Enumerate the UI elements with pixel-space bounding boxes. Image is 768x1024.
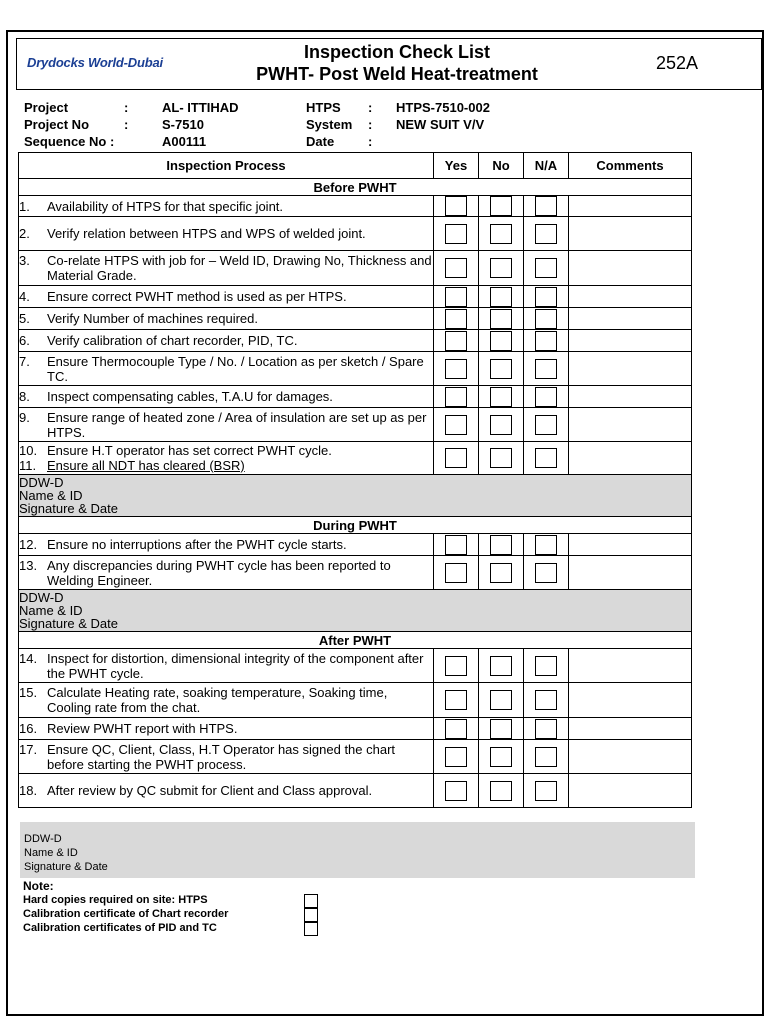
- signature-name-id: Name & ID: [19, 488, 83, 503]
- item-number: 13.: [19, 557, 38, 573]
- system-label: System: [306, 117, 353, 132]
- item-text-cell: [19, 556, 434, 590]
- project-value: AL- ITTIHAD: [162, 100, 239, 115]
- na-checkbox[interactable]: [535, 781, 557, 801]
- item-text-cell: [19, 442, 434, 475]
- item-text-cell: [19, 308, 434, 330]
- na-cell: [524, 251, 569, 286]
- item-number: 2.: [19, 226, 30, 241]
- no-cell: [479, 352, 524, 386]
- na-checkbox[interactable]: [535, 690, 557, 710]
- item-text: Ensure H.T operator has set correct PWHT cycle.: [47, 443, 332, 458]
- yes-checkbox[interactable]: [445, 258, 467, 278]
- item-number: 11.: [19, 458, 37, 473]
- signature-date: Signature & Date: [19, 616, 119, 631]
- signature-name-id: Name & ID: [19, 603, 83, 618]
- item-text: Ensure correct PWHT method is used as per HTPS.: [47, 289, 347, 304]
- na-cell: [524, 386, 569, 408]
- header-inspection-process: Inspection Process: [19, 153, 434, 179]
- no-cell: [479, 386, 524, 408]
- note-item: Calibration certificates of PID and TC: [23, 922, 217, 934]
- na-checkbox[interactable]: [535, 359, 557, 379]
- table-row: [19, 217, 692, 251]
- na-cell: [524, 740, 569, 774]
- table-row: [19, 740, 692, 774]
- system-info-labels: [306, 99, 352, 150]
- na-checkbox[interactable]: [535, 224, 557, 244]
- signature-date: Signature & Date: [24, 861, 108, 873]
- na-checkbox[interactable]: [535, 448, 557, 468]
- na-checkbox[interactable]: [535, 331, 557, 351]
- document-header: [16, 38, 762, 90]
- item-text-cell: [19, 330, 434, 352]
- no-checkbox[interactable]: [490, 224, 512, 244]
- yes-cell: [434, 774, 479, 808]
- table-row: [19, 196, 692, 217]
- na-checkbox[interactable]: [535, 656, 557, 676]
- na-cell: [524, 442, 569, 475]
- item-text-cell: [19, 286, 434, 308]
- document-subtitle: PWHT- Post Weld Heat-treatment: [256, 64, 538, 84]
- signature-name-id: Name & ID: [24, 847, 78, 859]
- project-label: Project: [24, 100, 69, 115]
- item-text-cell: [19, 386, 434, 408]
- yes-checkbox[interactable]: [445, 781, 467, 801]
- yes-cell: [434, 386, 479, 408]
- no-checkbox[interactable]: [490, 309, 512, 329]
- item-text-cell: [19, 649, 434, 683]
- na-checkbox[interactable]: [535, 563, 557, 583]
- yes-checkbox[interactable]: [445, 563, 467, 583]
- project-colon: :: [124, 100, 129, 115]
- no-checkbox[interactable]: [490, 535, 512, 555]
- no-cell: [479, 217, 524, 251]
- item-text: Review PWHT report with HTPS.: [47, 721, 238, 736]
- system-value: NEW SUIT V/V: [396, 117, 485, 132]
- signature-org: DDW-D: [24, 833, 62, 845]
- item-number: 18.: [19, 783, 38, 798]
- table-row: [19, 352, 692, 386]
- signature-block-during[interactable]: [19, 590, 692, 632]
- note-checkbox-chart-recorder[interactable]: [304, 908, 318, 922]
- system-info-colons: [368, 99, 372, 150]
- header-na: N/A: [524, 153, 569, 179]
- item-text: Ensure all NDT has cleared (BSR): [47, 458, 245, 473]
- yes-cell: [434, 718, 479, 740]
- item-text-cell: [19, 251, 434, 286]
- item-number: 6.: [19, 333, 30, 348]
- na-cell: [524, 683, 569, 718]
- no-checkbox[interactable]: [490, 287, 512, 307]
- note-item: Hard copies required on site: HTPS: [23, 894, 208, 906]
- note-title: Note:: [23, 879, 54, 893]
- na-checkbox[interactable]: [535, 747, 557, 767]
- yes-checkbox[interactable]: [445, 387, 467, 407]
- item-text: Ensure no interruptions after the PWHT cycle starts.: [47, 537, 347, 552]
- comments-cell[interactable]: [569, 556, 692, 590]
- no-checkbox[interactable]: [490, 747, 512, 767]
- no-cell: [479, 534, 524, 556]
- item-text: Any discrepancies during PWHT cycle has been reported to Welding Engineer.: [47, 557, 391, 588]
- section-row: [19, 632, 692, 649]
- na-checkbox[interactable]: [535, 287, 557, 307]
- document-title: Inspection Check List: [303, 42, 491, 62]
- yes-cell: [434, 649, 479, 683]
- yes-cell: [434, 683, 479, 718]
- item-text-cell: [19, 740, 434, 774]
- no-cell: [479, 774, 524, 808]
- item-number: 8.: [19, 389, 30, 404]
- no-cell: [479, 683, 524, 718]
- item-text: Inspect for distortion, dimensional integrity of the component after the PWHT cycle.: [47, 650, 424, 681]
- note-checkbox-pid-tc[interactable]: [304, 922, 318, 936]
- no-cell: [479, 330, 524, 352]
- table-row: [19, 308, 692, 330]
- item-text-cell: [19, 718, 434, 740]
- yes-cell: [434, 534, 479, 556]
- item-text: Availability of HTPS for that specific joint.: [47, 198, 284, 214]
- na-checkbox[interactable]: [535, 719, 557, 739]
- no-checkbox[interactable]: [490, 656, 512, 676]
- na-cell: [524, 774, 569, 808]
- yes-checkbox[interactable]: [445, 196, 467, 216]
- yes-cell: [434, 408, 479, 442]
- inspection-table: [18, 152, 692, 808]
- yes-cell: [434, 286, 479, 308]
- comments-cell[interactable]: [569, 649, 692, 683]
- item-number: 17.: [19, 741, 38, 757]
- no-checkbox[interactable]: [490, 387, 512, 407]
- na-cell: [524, 408, 569, 442]
- note-list: [23, 893, 228, 935]
- table-row: [19, 683, 692, 718]
- yes-checkbox[interactable]: [445, 415, 467, 435]
- comments-cell[interactable]: [569, 251, 692, 286]
- htps-label: HTPS: [306, 100, 341, 115]
- item-text: Verify calibration of chart recorder, PID, TC.: [47, 333, 298, 348]
- yes-cell: [434, 352, 479, 386]
- item-number: 5.: [19, 311, 30, 326]
- comments-cell[interactable]: [569, 718, 692, 740]
- project-info-colons: [124, 99, 128, 133]
- item-text: After review by QC submit for Client and Class approval.: [47, 783, 373, 798]
- yes-checkbox[interactable]: [445, 331, 467, 351]
- yes-cell: [434, 330, 479, 352]
- yes-cell: [434, 556, 479, 590]
- no-checkbox[interactable]: [490, 415, 512, 435]
- comments-cell[interactable]: [569, 740, 692, 774]
- no-cell: [479, 286, 524, 308]
- table-row: [19, 442, 692, 475]
- yes-checkbox[interactable]: [445, 224, 467, 244]
- na-checkbox[interactable]: [535, 309, 557, 329]
- system-info-values: [396, 99, 490, 133]
- date-label: Date: [306, 134, 335, 149]
- section-title-before: Before PWHT: [19, 179, 692, 196]
- company-logo: Drydocks World-Dubai: [27, 55, 163, 70]
- comments-cell[interactable]: [569, 774, 692, 808]
- yes-cell: [434, 740, 479, 774]
- no-cell: [479, 442, 524, 475]
- no-checkbox[interactable]: [490, 719, 512, 739]
- header-no: No: [479, 153, 524, 179]
- item-number: 15.: [19, 685, 38, 700]
- no-cell: [479, 308, 524, 330]
- na-checkbox[interactable]: [535, 535, 557, 555]
- yes-checkbox[interactable]: [445, 747, 467, 767]
- section-row: [19, 517, 692, 534]
- project-info-labels: [24, 99, 114, 150]
- no-cell: [479, 556, 524, 590]
- yes-checkbox[interactable]: [445, 535, 467, 555]
- yes-checkbox[interactable]: [445, 309, 467, 329]
- na-checkbox[interactable]: [535, 415, 557, 435]
- no-checkbox[interactable]: [490, 258, 512, 278]
- comments-cell[interactable]: [569, 442, 692, 475]
- na-cell: [524, 308, 569, 330]
- project-no-value: S-7510: [162, 117, 204, 132]
- yes-cell: [434, 442, 479, 475]
- document-number: 252A: [655, 53, 699, 73]
- table-row: [19, 330, 692, 352]
- item-number: 9.: [19, 409, 30, 425]
- comments-cell[interactable]: [569, 196, 692, 217]
- no-cell: [479, 649, 524, 683]
- table-row: [19, 556, 692, 590]
- na-checkbox[interactable]: [535, 258, 557, 278]
- na-cell: [524, 217, 569, 251]
- note-item: Calibration certificate of Chart recorder: [23, 908, 229, 920]
- na-cell: [524, 649, 569, 683]
- item-text-cell: [19, 217, 434, 251]
- item-text-cell: [19, 408, 434, 442]
- comments-cell[interactable]: [569, 286, 692, 308]
- yes-cell: [434, 308, 479, 330]
- na-cell: [524, 718, 569, 740]
- na-checkbox[interactable]: [535, 387, 557, 407]
- htps-value: HTPS-7510-002: [396, 100, 490, 115]
- section-title-during: During PWHT: [19, 517, 692, 534]
- item-number: 1.: [19, 198, 30, 214]
- comments-cell[interactable]: [569, 534, 692, 556]
- no-checkbox[interactable]: [490, 563, 512, 583]
- table-row: [19, 534, 692, 556]
- yes-checkbox[interactable]: [445, 719, 467, 739]
- section-title-after: After PWHT: [19, 632, 692, 649]
- item-text: Calculate Heating rate, soaking temperature, Soaking time, Cooling rate from the chat.: [47, 685, 388, 715]
- yes-cell: [434, 251, 479, 286]
- table-row: [19, 251, 692, 286]
- table-header-row: [19, 153, 692, 179]
- comments-cell[interactable]: [569, 386, 692, 408]
- comments-cell[interactable]: [569, 217, 692, 251]
- yes-checkbox[interactable]: [445, 287, 467, 307]
- item-text-cell: [19, 683, 434, 718]
- na-cell: [524, 286, 569, 308]
- signature-block-after[interactable]: [20, 822, 695, 878]
- no-checkbox[interactable]: [490, 781, 512, 801]
- table-row: [19, 286, 692, 308]
- note-checkboxes: [304, 894, 318, 936]
- sequence-value: A00111: [162, 134, 207, 149]
- item-number: 12.: [19, 537, 38, 552]
- item-number: 7.: [19, 353, 30, 369]
- no-cell: [479, 251, 524, 286]
- na-cell: [524, 330, 569, 352]
- comments-cell[interactable]: [569, 308, 692, 330]
- item-number: 4.: [19, 289, 30, 304]
- item-number: 16.: [19, 721, 38, 736]
- htps-colon: :: [368, 100, 373, 115]
- item-text-cell: [19, 774, 434, 808]
- yes-checkbox[interactable]: [445, 656, 467, 676]
- item-text-cell: [19, 196, 434, 217]
- item-number: 3.: [19, 253, 30, 268]
- no-checkbox[interactable]: [490, 690, 512, 710]
- project-no-label: Project No: [24, 117, 90, 132]
- signature-date: Signature & Date: [19, 501, 119, 516]
- yes-cell: [434, 196, 479, 217]
- na-cell: [524, 556, 569, 590]
- item-text: Verify Number of machines required.: [47, 311, 258, 326]
- project-info-values: [162, 99, 239, 150]
- sequence-label: Sequence No :: [24, 134, 115, 149]
- item-text-cell: [19, 352, 434, 386]
- yes-checkbox[interactable]: [445, 690, 467, 710]
- project-no-colon: :: [124, 117, 129, 132]
- signature-row: [19, 475, 692, 517]
- na-cell: [524, 196, 569, 217]
- no-cell: [479, 740, 524, 774]
- yes-cell: [434, 217, 479, 251]
- checklist-page: [6, 30, 764, 1016]
- na-cell: [524, 352, 569, 386]
- na-cell: [524, 534, 569, 556]
- table-row: [19, 408, 692, 442]
- header-comments: Comments: [569, 153, 692, 179]
- table-row: [19, 649, 692, 683]
- no-cell: [479, 196, 524, 217]
- comments-cell[interactable]: [569, 408, 692, 442]
- table-row: [19, 718, 692, 740]
- signature-org: DDW-D: [19, 590, 64, 605]
- no-checkbox[interactable]: [490, 359, 512, 379]
- yes-checkbox[interactable]: [445, 448, 467, 468]
- no-checkbox[interactable]: [490, 196, 512, 216]
- no-checkbox[interactable]: [490, 331, 512, 351]
- item-text: Ensure QC, Client, Class, H.T Operator has signed the chart before starting the PWHT process.: [47, 741, 396, 772]
- comments-cell[interactable]: [569, 330, 692, 352]
- no-cell: [479, 408, 524, 442]
- item-text-cell: [19, 534, 434, 556]
- item-number: 10.: [19, 443, 38, 458]
- yes-checkbox[interactable]: [445, 359, 467, 379]
- signature-block-before[interactable]: [19, 475, 692, 517]
- section-row: [19, 179, 692, 196]
- comments-cell[interactable]: [569, 352, 692, 386]
- signature-org: DDW-D: [19, 475, 64, 490]
- table-row: [19, 774, 692, 808]
- no-checkbox[interactable]: [490, 448, 512, 468]
- no-cell: [479, 718, 524, 740]
- item-text: Inspect compensating cables, T.A.U for damages.: [47, 389, 333, 404]
- date-colon: :: [368, 134, 373, 149]
- table-row: [19, 386, 692, 408]
- system-colon: :: [368, 117, 373, 132]
- item-text: Ensure Thermocouple Type / No. / Location as per sketch / Spare TC.: [47, 353, 424, 384]
- item-text: Verify relation between HTPS and WPS of welded joint.: [47, 226, 366, 241]
- na-checkbox[interactable]: [535, 196, 557, 216]
- note-checkbox-htps[interactable]: [304, 894, 318, 908]
- header-yes: Yes: [434, 153, 479, 179]
- item-text: Ensure range of heated zone / Area of insulation are set up as per HTPS.: [47, 409, 427, 440]
- comments-cell[interactable]: [569, 683, 692, 718]
- signature-row: [19, 590, 692, 632]
- item-number: 14.: [19, 650, 38, 666]
- item-text: Co-relate HTPS with job for – Weld ID, Drawing No, Thickness and Material Grade.: [47, 253, 432, 283]
